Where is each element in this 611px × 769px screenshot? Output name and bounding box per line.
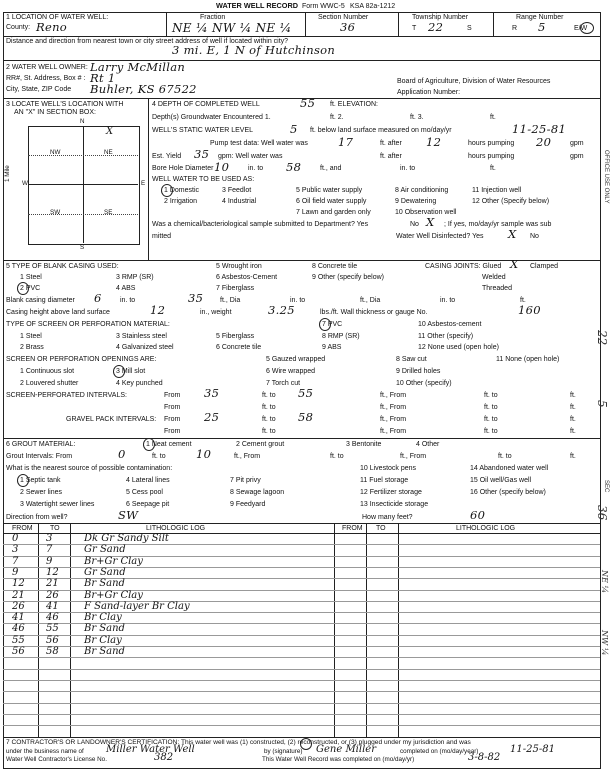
bore-to[interactable]: 58 [286, 160, 302, 174]
log-description-cell: Gr Sand [84, 544, 126, 556]
contam-4[interactable]: 4 Lateral lines [126, 477, 170, 484]
static-value[interactable]: 5 [290, 122, 298, 136]
s6-heading: 6 GROUT MATERIAL: [6, 441, 76, 448]
screen-heading: TYPE OF SCREEN OR PERFORATION MATERIAL: [6, 321, 170, 328]
diameter-in3: in. to [440, 297, 456, 304]
use-12[interactable]: 12 Other (Specify below) [472, 198, 550, 205]
use-11[interactable]: 11 Injection well [472, 187, 522, 194]
direction-label: Direction from well? [6, 514, 68, 521]
city-label: City, State, ZIP Code [6, 86, 72, 93]
log-description-cell: F Sand-layer Br Clay [84, 600, 190, 612]
contam-1[interactable]: 1 Septic tank [20, 477, 61, 484]
spi-from-label: From [164, 392, 181, 399]
completed-label: completed on (mo/day/year) [400, 748, 479, 755]
grout-4[interactable]: 4 Other [416, 441, 440, 448]
gpi-from[interactable]: 25 [204, 410, 220, 424]
distance-value[interactable]: 3 mi. E, 1 N of Hutchinson [172, 43, 336, 57]
license-label: Water Well Contractor's License No. [6, 756, 107, 763]
log-description-cell: Br+Gr Clay [84, 589, 143, 601]
groundwater-label: Depth(s) Groundwater Encountered 1. [152, 114, 271, 121]
s-label: S [80, 244, 85, 251]
use-2[interactable]: 2 Irrigation [164, 198, 198, 205]
log-rule [3, 691, 600, 692]
casing-1[interactable]: 1 Steel [20, 274, 42, 281]
s3-heading: 3 LOCATE WELL'S LOCATION WITH [6, 101, 124, 108]
log-from-cell: 55 [12, 634, 25, 646]
opening-5[interactable]: 5 Gauzed wrapped [266, 356, 326, 363]
log-from-cell: 41 [12, 612, 25, 624]
sample-if: ; If yes, mo/day/yr sample was sub [444, 221, 552, 228]
spi-ft-to: ft. to [262, 392, 276, 399]
log-to-cell: 56 [46, 634, 59, 646]
log-from-cell: 0 [12, 533, 19, 544]
screen-7[interactable]: 7 PVC [322, 321, 343, 328]
form-title: WATER WELL RECORD [216, 1, 299, 10]
log-from-cell: 26 [12, 600, 25, 612]
gpm-label: gpm [570, 140, 584, 147]
margin-sec-label: SEC [603, 480, 609, 493]
spi-ft2: ft. [570, 404, 576, 411]
gpi-ft-to4: ft. to [484, 428, 498, 435]
margin-nw: NW ¼ [600, 630, 609, 656]
log-rule [3, 703, 600, 704]
pump-gpm[interactable]: 20 [536, 135, 552, 149]
log-title-right: LITHOLOGIC LOG [456, 525, 516, 532]
bore-in: in. to [248, 165, 264, 172]
yield-label: Est. Yield [152, 153, 182, 160]
contam-13[interactable]: 13 Insecticide storage [360, 501, 429, 508]
use-10[interactable]: 10 Observation well [395, 209, 457, 216]
se-label: SE [104, 209, 113, 216]
grout-ft-to3: ft. to [498, 453, 512, 460]
gpi-ft-to: ft. to [262, 416, 276, 423]
office-use-label: OFFICE USE ONLY [603, 150, 609, 204]
joints-x[interactable]: X [510, 257, 519, 271]
gpi-to[interactable]: 58 [298, 410, 314, 424]
log-to-cell: 7 [46, 544, 53, 556]
log-rule [3, 669, 600, 670]
bore-ft: ft. [490, 165, 496, 172]
casing-2-circle [17, 282, 29, 295]
grout-ft-from2: ft., From [400, 453, 427, 460]
log-from-cell: 7 [12, 555, 19, 567]
use-5[interactable]: 5 Public water supply [296, 187, 363, 194]
elevation-label: ft. ELEVATION: [330, 101, 378, 108]
rr-label: RR#, St. Address, Box # : [6, 75, 86, 82]
diameter-label: Blank casing diameter [6, 297, 75, 304]
gpi-ft2: ft. [570, 428, 576, 435]
township-t: T [412, 25, 417, 32]
static-label: WELL'S STATIC WATER LEVEL [152, 127, 254, 134]
weight-text: lbs./ft. Wall thickness or gauge No. [320, 309, 428, 316]
ksa-number: KSA 82a-1212 [350, 3, 396, 10]
log-from-cell: 46 [12, 623, 25, 635]
screen-6[interactable]: 6 Concrete tile [216, 344, 262, 351]
spi-from[interactable]: 35 [204, 386, 220, 400]
s2-heading: 2 WATER WELL OWNER: [6, 64, 88, 71]
log-description-cell: Br Sand [84, 623, 125, 635]
contam-14[interactable]: 14 Abandoned water well [470, 465, 549, 472]
welded-label[interactable]: Welded [482, 274, 506, 281]
sample-label: Was a chemical/bacteriological sample submitted to Department? Yes [152, 221, 369, 228]
location-x-mark: X [106, 126, 114, 137]
s5-heading: 5 TYPE OF BLANK CASING USED: [6, 263, 119, 270]
log-rule [3, 657, 600, 658]
margin-ne: NE ¼ [600, 570, 609, 594]
contam-11[interactable]: 11 Fuel storage [360, 477, 409, 484]
grout-ft-from: ft., From [234, 453, 261, 460]
board-label: Board of Agriculture, Division of Water Resources [397, 78, 551, 85]
log-to-cell: 55 [46, 623, 59, 635]
gpi-ft-from: ft., From [380, 416, 407, 423]
disinfect-no: No [530, 233, 539, 240]
spi-ft: ft. [570, 392, 576, 399]
opening-6[interactable]: 6 Wire wrapped [266, 368, 316, 375]
pump-hours[interactable]: 12 [426, 135, 442, 149]
grout-from[interactable]: 0 [118, 447, 126, 461]
diameter-in2: in. to [290, 297, 306, 304]
contamination-label: What is the nearest source of possible contamination: [6, 465, 173, 472]
use-4[interactable]: 4 Industrial [222, 198, 257, 205]
contam-1-circle [17, 474, 29, 487]
opening-11[interactable]: 11 None (open hole) [496, 356, 560, 363]
opening-1[interactable]: 1 Continuous slot [20, 368, 75, 375]
bore-value[interactable]: 10 [214, 160, 230, 174]
log-to-cell: 41 [46, 600, 59, 612]
log-rule [3, 680, 600, 681]
bore-and: ft., and [320, 165, 342, 172]
log-description-cell: Br Sand [84, 646, 125, 657]
sw-label: SW [50, 209, 61, 216]
yield-gpm: gpm: Well water was [218, 153, 283, 160]
margin-range: 5 [595, 400, 609, 408]
log-from-cell: 3 [12, 544, 19, 556]
disinfect-x[interactable]: X [508, 227, 517, 241]
log-to-cell: 26 [46, 589, 59, 601]
diameter-value[interactable]: 6 [94, 291, 102, 305]
use-7[interactable]: 7 Lawn and garden only [296, 209, 371, 216]
screen-8[interactable]: 8 RMP (SR) [322, 333, 360, 340]
openings-heading: SCREEN OR PERFORATION OPENINGS ARE: [6, 356, 157, 363]
log-to-cell: 3 [46, 533, 53, 544]
township-value[interactable]: 22 [428, 20, 444, 34]
record-text: This Water Well Record was completed on (mo/day/yr) [262, 756, 415, 763]
grout-2[interactable]: 2 Cement grout [236, 441, 285, 448]
margin-township: 22 [595, 330, 609, 346]
range-ew: E/W [574, 25, 588, 32]
grout-1-circle [143, 438, 155, 451]
static-date[interactable]: 11-25-81 [512, 122, 567, 136]
diameter-to[interactable]: 35 [188, 291, 204, 305]
height-label: Casing height above land surface [6, 309, 110, 316]
s1-heading: 1 LOCATION OF WATER WELL: [6, 14, 109, 21]
opening-3-circle [113, 365, 125, 378]
certification-text: 7 CONTRACTOR'S OR LANDOWNER'S CERTIFICATION: This water well was (1) constructed, (2) reconstructed, or (3) plugged under my jurisdiction and was [6, 739, 471, 746]
log-from-cell: 56 [12, 646, 25, 657]
gw-ft2: ft. 2. [330, 114, 344, 121]
gw-ft: ft. [490, 114, 496, 121]
w-label: W [22, 180, 28, 187]
screen-2[interactable]: 2 Brass [20, 344, 44, 351]
screen-7-circle [319, 318, 331, 331]
grout-ft-to2: ft. to [330, 453, 344, 460]
bore-label: Bore Hole Diameter [152, 165, 214, 172]
pump-value[interactable]: 17 [338, 135, 354, 149]
pump-label: Pump test data: Well water was [210, 140, 308, 147]
section-box[interactable] [28, 126, 140, 245]
log-to-cell: 12 [46, 566, 59, 578]
log-from-cell: 12 [12, 578, 25, 590]
threaded-label[interactable]: Threaded [482, 285, 512, 292]
howmany-label: How many feet? [362, 514, 413, 521]
howmany-value[interactable]: 60 [470, 508, 486, 522]
log-title-left: LITHOLOGIC LOG [146, 525, 206, 532]
opening-3[interactable]: 3 Mill slot [116, 368, 146, 375]
ne-label: NE [104, 149, 113, 156]
use-1[interactable]: 1 Domestic [164, 187, 200, 194]
spi-ft-to3: ft. to [262, 404, 276, 411]
log-description-cell: Gr Sand [84, 566, 126, 578]
screen-5[interactable]: 5 Fiberglass [216, 333, 255, 340]
spi-ft-to2: ft. to [484, 392, 498, 399]
contam-10[interactable]: 10 Livestock pens [360, 465, 417, 472]
sample-no: No [410, 221, 419, 228]
range-value[interactable]: 5 [538, 20, 546, 34]
log-from-cell: 9 [12, 566, 19, 578]
application-label: Application Number: [397, 89, 461, 96]
gpi-ft: ft. [570, 416, 576, 423]
yield-value[interactable]: 35 [194, 147, 210, 161]
use-1-circle [161, 184, 173, 197]
spi-ft-to4: ft. to [484, 404, 498, 411]
log-rule [3, 714, 600, 715]
grout-3[interactable]: 3 Bentonite [346, 441, 382, 448]
distance-label: Distance and direction from nearest town or city street address of well if located within city? [6, 38, 289, 45]
static-text: ft. below land surface measured on mo/day/yr [310, 127, 452, 134]
grout-ft: ft. [570, 453, 576, 460]
gpi-ft-from2: ft., From [380, 428, 407, 435]
screen-3[interactable]: 3 Stainless steel [116, 333, 167, 340]
grout-ft-to: ft. to [152, 453, 166, 460]
contam-16[interactable]: 16 Other (specify below) [470, 489, 546, 496]
contam-7[interactable]: 7 Pit privy [230, 477, 261, 484]
log-description-cell: Br Clay [84, 612, 122, 624]
screen-9[interactable]: 9 ABS [322, 344, 342, 351]
range-r: R [512, 25, 518, 32]
opening-4[interactable]: 4 Key punched [116, 380, 163, 387]
log-description-cell: Dk Gr Sandy Silt [84, 533, 169, 544]
opening-2[interactable]: 2 Louvered shutter [20, 380, 79, 387]
opening-7[interactable]: 7 Torch cut [266, 380, 301, 387]
spi-label: SCREEN-PERFORATED INTERVALS: [6, 392, 127, 399]
opening-10[interactable]: 10 Other (specify) [396, 380, 452, 387]
completed-value[interactable]: 11-25-81 [510, 744, 555, 755]
height-in: in., weight [200, 309, 232, 316]
log-from-header: FROM [12, 525, 33, 532]
gpi-ft-to3: ft. to [262, 428, 276, 435]
spi-to[interactable]: 55 [298, 386, 314, 400]
log-description-cell: Br Clay [84, 634, 122, 646]
owner-value[interactable]: Larry McMillan [90, 60, 186, 74]
log-to-cell: 21 [46, 578, 59, 590]
casing-4[interactable]: 4 ABS [116, 285, 136, 292]
gpi-from-label: From [164, 416, 181, 423]
rr-value[interactable]: Rt 1 [90, 71, 116, 85]
spi-from-label2: From [164, 404, 181, 411]
contam-5[interactable]: 5 Cess pool [126, 489, 163, 496]
range-label: Range Number [516, 14, 564, 21]
use-6[interactable]: 6 Oil field water supply [296, 198, 367, 205]
casing-3[interactable]: 3 RMP (SR) [116, 274, 154, 281]
nw-label: NW [50, 149, 61, 156]
bore-in2: in. to [400, 165, 416, 172]
e-circle [580, 22, 594, 34]
signature-value[interactable]: Gene Miller [316, 744, 376, 755]
casing-2[interactable]: 2 PVC [20, 285, 41, 292]
gauge-value[interactable]: 160 [518, 303, 541, 317]
form-number: Form WWC-5 [302, 3, 345, 10]
screen-12[interactable]: 12 None used (open hole) [418, 344, 499, 351]
grout-intervals-label: Grout Intervals: From [6, 453, 73, 460]
use-3[interactable]: 3 Feedlot [222, 187, 252, 194]
contam-8[interactable]: 8 Sewage lagoon [230, 489, 285, 496]
n-label: N [80, 118, 85, 125]
depth-label: 4 DEPTH OF COMPLETED WELL [152, 101, 260, 108]
log-to-header: TO [50, 525, 60, 532]
screen-10[interactable]: 10 Asbestos-cement [418, 321, 482, 328]
use-label: WELL WATER TO BE USED AS: [152, 176, 255, 183]
log-to-header-right: TO [376, 525, 386, 532]
section-value[interactable]: 36 [340, 20, 356, 34]
mile-label: 1 Mile [4, 165, 11, 182]
fraction-label: Fraction [200, 14, 226, 21]
gpi-ft-to2: ft. to [484, 416, 498, 423]
yield-hours: hours pumping [468, 153, 515, 160]
diameter-ft3: ft. [520, 297, 526, 304]
clamped-label[interactable]: Clamped [530, 263, 559, 270]
screen-11[interactable]: 11 Other (specify) [418, 333, 474, 340]
s3-heading2: AN "X" IN SECTION BOX: [14, 109, 96, 116]
submitted-label: mitted [152, 233, 172, 240]
opening-8[interactable]: 8 Saw cut [396, 356, 427, 363]
diameter-ft2: ft., Dia [360, 297, 381, 304]
use-8[interactable]: 8 Air conditioning [395, 187, 449, 194]
pump-hours-label: hours pumping [468, 140, 515, 147]
gpi-from-label2: From [164, 428, 181, 435]
direction-value[interactable]: SW [118, 508, 139, 522]
yield-gpm2: gpm [570, 153, 584, 160]
contam-12[interactable]: 12 Fertilizer storage [360, 489, 422, 496]
township-label: Township Number [412, 14, 469, 21]
contam-15[interactable]: 15 Oil well/Gas well [470, 477, 532, 484]
license-value[interactable]: 382 [154, 752, 174, 763]
screen-4[interactable]: 4 Galvanized steel [116, 344, 174, 351]
height-value[interactable]: 12 [150, 303, 166, 317]
pump-after: ft. after [380, 140, 402, 147]
yield-after: ft. after [380, 153, 402, 160]
opening-9[interactable]: 9 Drilled holes [396, 368, 441, 375]
township-s: S [467, 25, 472, 32]
casing-8[interactable]: 8 Concrete tile [312, 263, 358, 270]
log-from-header-right: FROM [342, 525, 363, 532]
signature-label: by (signature) [264, 748, 303, 755]
use-9[interactable]: 9 Dewatering [395, 198, 437, 205]
contam-6[interactable]: 6 Seepage pit [126, 501, 170, 508]
gw-ft3: ft. 3. [410, 114, 424, 121]
county-value[interactable]: Reno [36, 20, 67, 34]
business-label: under the business name of [6, 748, 84, 755]
sample-x[interactable]: X [426, 215, 435, 229]
grout-1[interactable]: 1 Neat cement [146, 441, 192, 448]
business-value[interactable]: Miller Water Well [106, 744, 195, 755]
log-description-cell: Br Sand [84, 578, 125, 590]
diameter-in: in. to [120, 297, 136, 304]
contam-9[interactable]: 9 Feedyard [230, 501, 266, 508]
log-rule [3, 725, 600, 726]
contam-2[interactable]: 2 Sewer lines [20, 489, 63, 496]
fraction-value[interactable]: NE ¼ NW ¼ NE ¼ [172, 21, 292, 35]
log-to-cell: 9 [46, 555, 53, 567]
casing-9[interactable]: 9 Other (specify below) [312, 274, 384, 281]
grout-to[interactable]: 10 [196, 447, 212, 461]
casing-6[interactable]: 6 Asbestos-Cement [216, 274, 278, 281]
spi-ft-from: ft., From [380, 392, 407, 399]
screen-1[interactable]: 1 Steel [20, 333, 42, 340]
casing-5[interactable]: 5 Wrought iron [216, 263, 262, 270]
spi-ft-from2: ft., From [380, 404, 407, 411]
gpi-label: GRAVEL PACK INTERVALS: [66, 416, 157, 423]
log-description-cell: Br+Gr Clay [84, 555, 143, 567]
contam-3[interactable]: 3 Watertight sewer lines [20, 501, 95, 508]
margin-section: 36 [595, 505, 609, 521]
record-date[interactable]: 3-8-82 [468, 752, 501, 763]
depth-value[interactable]: 55 [300, 96, 316, 110]
log-from-cell: 21 [12, 589, 25, 601]
weight-value[interactable]: 3.25 [268, 303, 295, 317]
section-label: Section Number [318, 14, 369, 21]
casing-7[interactable]: 7 Fiberglass [216, 285, 255, 292]
e-label: E [141, 180, 146, 187]
log-to-cell: 46 [46, 612, 59, 624]
disinfect-label: Water Well Disinfected? Yes [396, 233, 484, 240]
joints-label: CASING JOINTS: Glued [425, 263, 502, 270]
county-label: County: [6, 24, 31, 31]
diameter-ft: ft., Dia [220, 297, 241, 304]
log-to-cell: 58 [46, 646, 59, 657]
city-value[interactable]: Buhler, KS 67522 [90, 82, 197, 96]
